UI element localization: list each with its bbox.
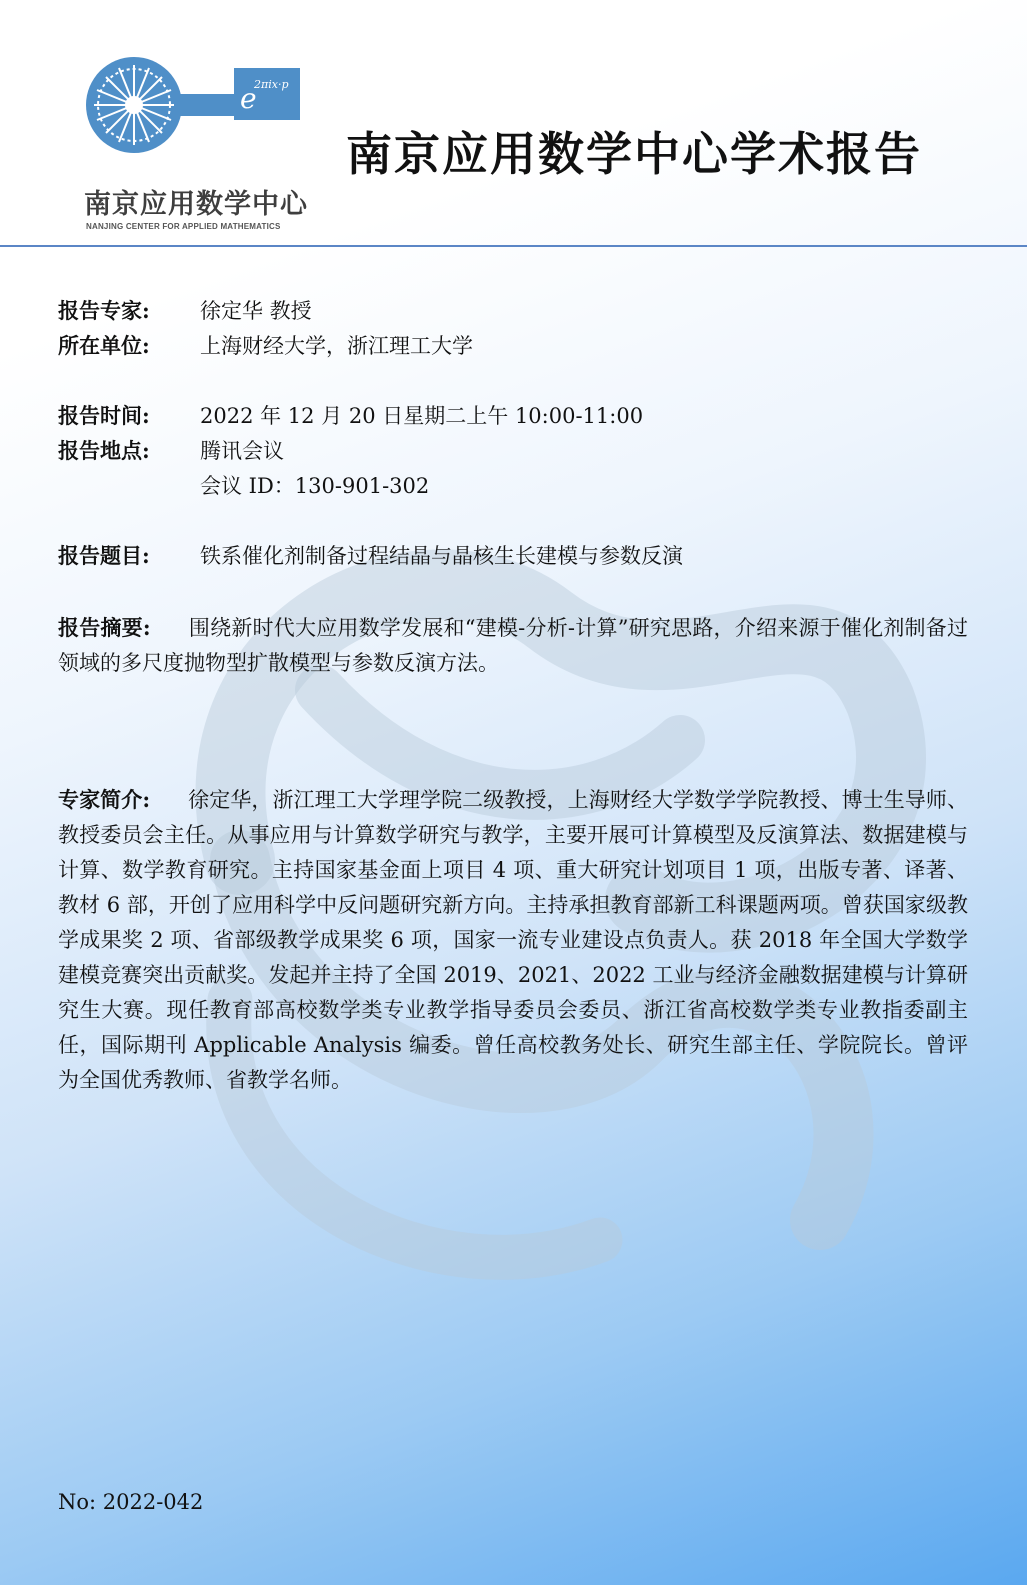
abstract-text: 围绕新时代大应用数学发展和“建模-分析-计算”研究思路，介绍来源于催化剂制备过领域的多尺度抛物型扩散模型与参数反演方法。 — [58, 616, 968, 675]
topic-row — [58, 542, 683, 570]
meeting-id: 会议 ID：130-901-302 — [200, 474, 430, 498]
unit-row — [58, 332, 473, 360]
place-label: 报告地点: — [58, 438, 150, 463]
svg-text:e: e — [240, 82, 257, 115]
abstract-label: 报告摘要: — [58, 615, 151, 640]
header-divider — [0, 245, 1027, 247]
expert-value: 徐定华 教授 — [200, 299, 312, 323]
poster-title: 南京应用数学中心学术报告 — [346, 127, 922, 181]
topic-label: 报告题目: — [58, 543, 150, 568]
poster-number: No: 2022-042 — [58, 1490, 204, 1514]
logo-chinese-name: 南京应用数学中心 — [84, 189, 308, 220]
expert-row — [58, 297, 312, 325]
time-row — [58, 402, 643, 430]
place-value: 腾讯会议 — [200, 439, 284, 463]
bio-label: 专家简介: — [58, 787, 151, 812]
unit-label: 所在单位: — [58, 333, 150, 358]
abstract-section — [58, 610, 968, 681]
place-row — [58, 437, 284, 465]
topic-value: 铁系催化剂制备过程结晶与晶核生长建模与参数反演 — [200, 544, 683, 568]
logo-english-name: NANJING CENTER FOR APPLIED MATHEMATICS — [86, 222, 281, 231]
time-value: 2022 年 12 月 20 日星期二上午 10:00-11:00 — [200, 404, 644, 428]
bio-section — [58, 782, 968, 1098]
meeting-id-row — [58, 472, 429, 500]
unit-value: 上海财经大学，浙江理工大学 — [200, 334, 473, 358]
expert-label: 报告专家: — [58, 298, 150, 323]
time-label: 报告时间: — [58, 403, 150, 428]
svg-text:2πix·p: 2πix·p — [254, 78, 289, 91]
bio-text: 徐定华，浙江理工大学理学院二级教授，上海财经大学数学学院教授、博士生导师、教授委员会主任。从事应用与计算数学研究与教学，主要开展可计算模型及反演算法、数据建模与计算、数学教育研究。主持国家基金面上项目 4 项、重大研究计划项目 1 项，出版专著、译著、教材 6 部，开创了应用科学中反问题研究新方向。主持承担教育部新工科课题两项。曾获国家级教学成果奖 2 项、省部级教学成果奖 6 项，国家一流专业建设点负责人。获 2018 年全国大学数学建模竞赛突出贡献奖。发起并主持了全国 2019、2021、2022 工业与经济金融数据建模与计算研究生大赛。现任教育部高校数学类专业教学指导委员会委员、浙江省高校数学类专业教指委副主任，国际期刊 Applicable Analysis 编委。曾任高校教务处长、研究生部主任、学院院长。曾评为全国优秀教师、省教学名师。 — [58, 788, 968, 1092]
